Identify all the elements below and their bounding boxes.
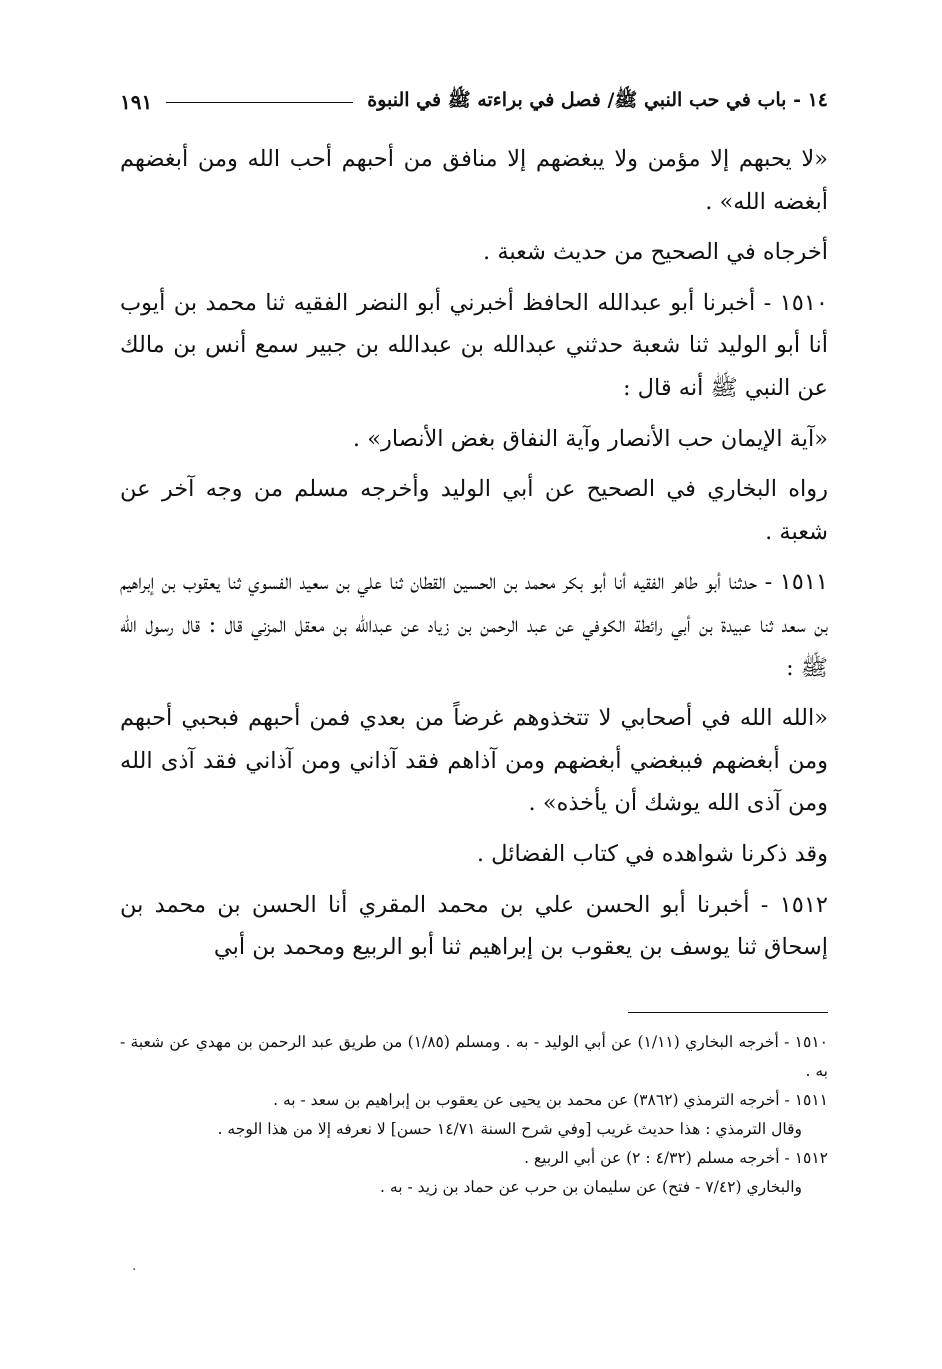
footnote: ١٥١١ - أخرجه الترمذي (٣٨٦٢) عن محمد بن يحيى عن يعقوب بن إبراهيم بن سعد - به .	[273, 1091, 828, 1109]
paragraph: ١٥١١ - حدثنا أبو طاهر الفقيه أنا أبو بكر محمد بن الحسين القطان ثنا علي بن سعيد الفسوي ثنا يعقوب بن إبراهيم بن سعد ثنا عبيدة بن أبي رائطة الكوفي عن عبد الرحمن بن زياد عن عبدالله بن معقل المزني قال : قال رسول الله ﷺ :	[120, 569, 828, 681]
main-text	[120, 138, 828, 977]
footnote-separator	[628, 1012, 828, 1013]
footnote: وقال الترمذي : هذا حديث غريب [وفي شرح السنة ١٤/٧١ حسن] لا نعرفه إلا من هذا الوجه .	[217, 1120, 802, 1138]
paragraph: أخرجاه في الصحيح من حديث شعبة .	[483, 239, 828, 266]
paragraph: ١٥١٢ - أخبرنا أبو الحسن علي بن محمد المقري أنا الحسن بن محمد بن إسحاق ثنا يوسف بن يعقوب بن إبراهيم ثنا أبو الربيع ومحمد بن أبي	[120, 891, 828, 961]
paragraph: ١٥١٠ - أخبرنا أبو عبدالله الحافظ أخبرني أبو النضر الفقيه ثنا محمد بن أيوب أنا أبو الوليد ثنا شعبة حدثني عبدالله بن عبدالله بن جبير سمع أنس بن مالك عن النبي ﷺ أنه قال :	[120, 289, 828, 401]
running-title: ١٤ - باب في حب النبي ﷺ/ فصل في براءته ﷺ في النبوة	[367, 89, 828, 111]
footnote: ١٥١٠ - أخرجه البخاري (١/١١) عن أبي الوليد - به . ومسلم (١/٨٥) من طريق عبد الرحمن بن مهدي عن شعبة - به .	[120, 1033, 828, 1080]
footnote: ١٥١٢ - أخرجه مسلم (٤/٣٢ : ٢) عن أبي الربيع .	[524, 1149, 828, 1167]
paragraph: «لا يحبهم إلا مؤمن ولا يبغضهم إلا منافق من أحبهم أحب الله ومن أبغضهم أبغضه الله» .	[120, 146, 828, 215]
header-rule	[166, 102, 353, 103]
paragraph: وقد ذكرنا شواهده في كتاب الفضائل .	[476, 840, 828, 867]
footnotes	[120, 1028, 828, 1202]
footnote: والبخاري (٧/٤٢ - فتح) عن سليمان بن حرب عن حماد بن زيد - به .	[380, 1178, 802, 1196]
paragraph: «الله الله في أصحابي لا تتخذوهم غرضاً من بعدي فمن أحبهم فبحبي أحبهم ومن أبغضهم فببغضي أبغضهم ومن آذاهم فقد آذاني ومن آذاني فقد آذى الله ومن آذى الله يوشك أن يأخذه» .	[120, 705, 828, 817]
paragraph: «آية الإيمان حب الأنصار وآية النفاق بغض الأنصار» .	[352, 425, 828, 452]
page-number: ١٩١	[120, 90, 153, 114]
running-header	[120, 82, 828, 122]
scan-speck: ·	[132, 1262, 137, 1278]
paragraph: رواه البخاري في الصحيح عن أبي الوليد وأخرجه مسلم من وجه آخر عن شعبة .	[120, 476, 828, 545]
